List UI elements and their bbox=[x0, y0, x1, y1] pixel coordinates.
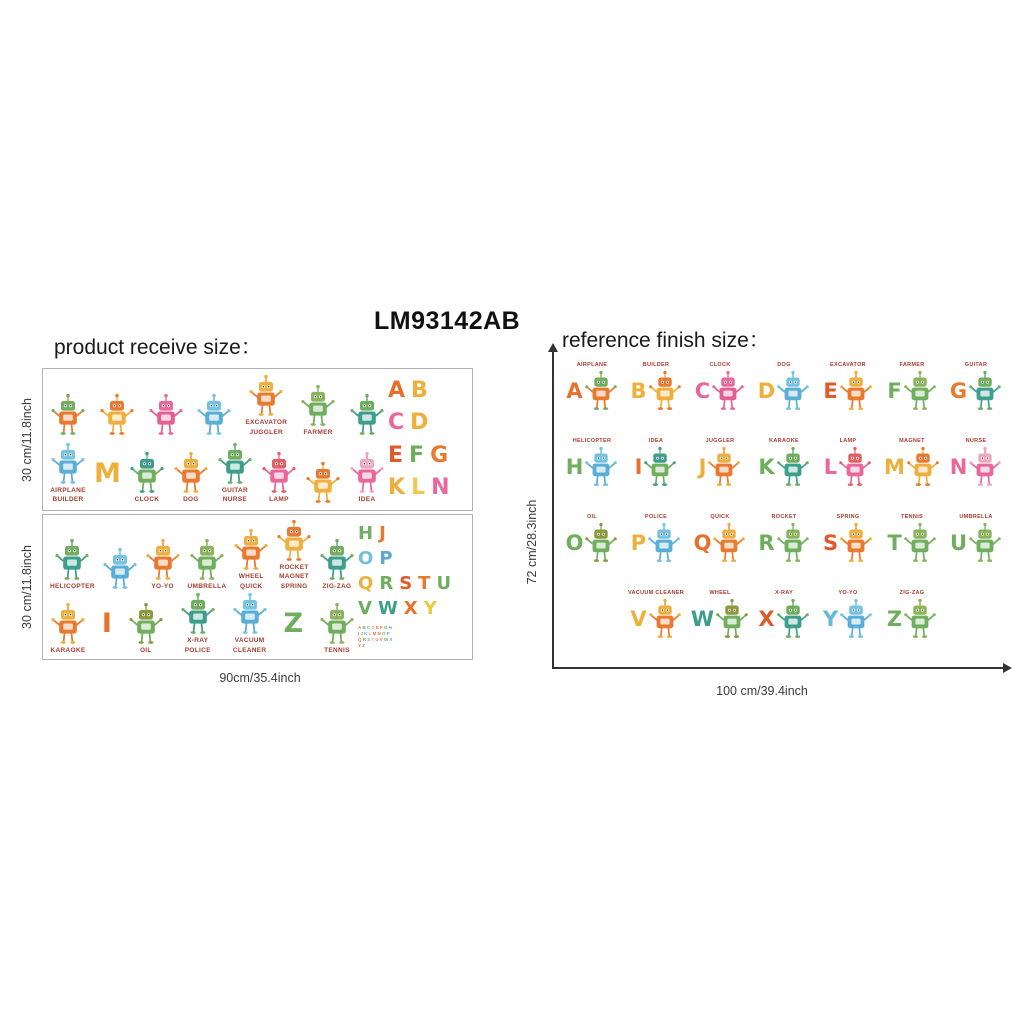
robot-icon bbox=[707, 446, 741, 488]
legend-letter: E bbox=[375, 625, 381, 631]
alphabet-item-y bbox=[816, 589, 880, 665]
letter-robot-row bbox=[630, 598, 681, 640]
letter-row bbox=[358, 547, 393, 569]
robot-icon bbox=[129, 451, 165, 495]
sheet-row bbox=[50, 519, 358, 591]
sticker-label: LAMP bbox=[269, 496, 289, 504]
legend-letter: K bbox=[364, 631, 369, 637]
sticker-label: FARMER bbox=[303, 428, 333, 436]
robot-icon bbox=[648, 370, 682, 412]
sticker-label: UMBRELLA bbox=[187, 582, 227, 590]
sticker-label: CLOCK bbox=[134, 496, 160, 504]
sticker-label: KARAOKE bbox=[769, 438, 799, 444]
robot-icon bbox=[50, 602, 86, 646]
letter-row bbox=[388, 474, 450, 500]
sticker-label: GUITAR bbox=[221, 486, 249, 494]
sticker-label: EXCAVATOR bbox=[245, 419, 288, 427]
robot-icon bbox=[711, 370, 745, 412]
robot-icon bbox=[584, 446, 618, 488]
letter-sticker: U bbox=[436, 572, 452, 594]
letter-sticker: T bbox=[887, 530, 902, 555]
left-section-heading: product receive size： bbox=[54, 336, 262, 359]
legend-letter: U bbox=[375, 637, 380, 643]
sticker-label: CLEANER bbox=[232, 646, 267, 654]
letter-sticker: E bbox=[823, 378, 838, 403]
sticker-label: MAGNET bbox=[279, 573, 310, 581]
letter-row bbox=[358, 572, 452, 594]
sticker-label: NURSE bbox=[965, 438, 987, 444]
legend-letter: P bbox=[386, 631, 391, 637]
robot-icon bbox=[712, 522, 746, 564]
robot-icon bbox=[776, 446, 810, 488]
sheet-row bbox=[50, 592, 361, 655]
letter-row bbox=[388, 442, 449, 468]
robot-icon bbox=[217, 442, 253, 486]
letter-sticker: D bbox=[410, 410, 429, 436]
robot-icon bbox=[300, 384, 336, 428]
right-section-heading: reference finish size： bbox=[562, 329, 770, 352]
robot-icon bbox=[968, 446, 1002, 488]
robot-sticker bbox=[217, 442, 253, 505]
alphabet-item-a bbox=[560, 361, 624, 437]
robot-icon bbox=[276, 519, 312, 563]
letter-robot-row bbox=[758, 446, 809, 488]
letter-sticker: K bbox=[388, 474, 406, 500]
robot-sticker bbox=[50, 393, 86, 437]
robot-icon bbox=[173, 451, 209, 495]
sticker-label: IDEA bbox=[358, 496, 376, 504]
letter-row bbox=[358, 597, 437, 619]
sticker-label: NURSE bbox=[222, 496, 248, 504]
sticker-label: KARAOKE bbox=[50, 646, 86, 654]
alphabet-item-v bbox=[624, 589, 688, 665]
legend-letter: I bbox=[358, 631, 361, 637]
alphabet-item-d bbox=[752, 361, 816, 437]
robot-icon bbox=[968, 522, 1002, 564]
letter-sticker: C bbox=[694, 378, 711, 403]
robot-icon bbox=[776, 370, 810, 412]
letter-sticker: D bbox=[757, 378, 776, 403]
legend-letter: R bbox=[362, 637, 368, 643]
sheet-2-height-label: 30 cm/11.8inch bbox=[20, 545, 34, 629]
sticker-label: DOG bbox=[183, 496, 199, 504]
letter-sticker: F bbox=[409, 442, 425, 468]
legend-letter: H bbox=[388, 625, 394, 631]
robot-sticker bbox=[261, 451, 297, 504]
alphabet-item-w bbox=[688, 589, 752, 665]
robot-sticker bbox=[50, 602, 86, 655]
sheet-1-letter-column bbox=[388, 369, 472, 510]
sticker-label: OIL bbox=[586, 514, 598, 520]
legend-letter: V bbox=[379, 637, 384, 643]
robot-icon bbox=[903, 370, 937, 412]
sheet-2-main bbox=[43, 515, 361, 659]
sticker-label: EXCAVATOR bbox=[830, 362, 866, 368]
sticker-label: CLOCK bbox=[709, 362, 731, 368]
robot-sticker bbox=[180, 592, 216, 655]
alphabet-item-u bbox=[944, 513, 1008, 589]
grid-spacer bbox=[560, 589, 624, 665]
alphabet-item-i bbox=[624, 437, 688, 513]
sticker-label: JUGGLER bbox=[705, 438, 735, 444]
robot-icon bbox=[232, 592, 268, 636]
letter-sticker: I bbox=[101, 608, 112, 640]
robot-sticker bbox=[50, 442, 86, 505]
robot-icon bbox=[349, 451, 385, 495]
legend-letter: T bbox=[371, 637, 376, 643]
legend-letter: J bbox=[360, 631, 365, 637]
letter-robot-row bbox=[823, 598, 873, 640]
robot-icon bbox=[189, 538, 225, 582]
robot-sticker bbox=[145, 538, 181, 591]
sticker-label: WHEEL bbox=[238, 573, 264, 581]
robot-sticker bbox=[305, 461, 341, 505]
robot-icon bbox=[248, 374, 284, 418]
letter-sticker: E bbox=[388, 442, 404, 468]
sticker-label: ROCKET bbox=[771, 514, 797, 520]
letter-sticker: B bbox=[630, 378, 647, 403]
robot-sticker bbox=[245, 374, 287, 437]
robot-icon bbox=[196, 393, 232, 437]
sticker-label: AIRPLANE bbox=[576, 362, 608, 368]
alphabet-item-r bbox=[752, 513, 816, 589]
sheet-row bbox=[50, 442, 388, 505]
letter-robot-row bbox=[635, 446, 678, 488]
robot-sticker bbox=[232, 592, 268, 655]
robot-sticker bbox=[129, 451, 165, 504]
legend-letter: Y bbox=[358, 643, 363, 649]
robot-icon bbox=[906, 446, 940, 488]
alphabet-item-l bbox=[816, 437, 880, 513]
left-width-label: 90cm/35.4inch bbox=[219, 671, 301, 685]
letter-robot-row bbox=[631, 522, 681, 564]
letter-sticker: A bbox=[566, 378, 583, 403]
alphabet-item-h bbox=[560, 437, 624, 513]
product-code-title: LM93142AB bbox=[374, 307, 521, 335]
legend-letter: F bbox=[380, 625, 384, 631]
letter-robot-row bbox=[824, 446, 872, 488]
letter-sticker: V bbox=[358, 597, 372, 619]
letter-sticker: Q bbox=[693, 530, 712, 555]
robot-icon bbox=[838, 446, 872, 488]
letter-sticker: J bbox=[379, 522, 386, 544]
robot-icon bbox=[50, 442, 86, 486]
letter-robot-row bbox=[691, 598, 749, 640]
letter-robot-row bbox=[950, 446, 1003, 488]
sticker-label: ROCKET bbox=[279, 563, 309, 571]
letter-sticker: L bbox=[411, 474, 426, 500]
letter-robot-row bbox=[884, 446, 940, 488]
robot-icon bbox=[180, 592, 216, 636]
letter-robot-row bbox=[566, 522, 619, 564]
alphabet-item-j bbox=[688, 437, 752, 513]
robot-icon bbox=[839, 598, 873, 640]
sticker-label: UMBRELLA bbox=[959, 514, 993, 520]
letter-robot-row bbox=[566, 446, 619, 488]
mini-alphabet-legend bbox=[358, 625, 394, 649]
robot-icon bbox=[776, 522, 810, 564]
robot-sticker bbox=[99, 393, 135, 437]
letter-sticker: M bbox=[884, 454, 905, 479]
right-height-label: 72 cm/28.3inch bbox=[525, 499, 539, 585]
robot-sticker bbox=[128, 602, 164, 655]
letter-robot-row bbox=[887, 522, 936, 564]
sheet-row bbox=[50, 374, 388, 437]
letter-robot-row bbox=[950, 522, 1002, 564]
robot-icon bbox=[903, 522, 937, 564]
robot-icon bbox=[903, 598, 937, 640]
sticker-label: VACUUM CLEANER bbox=[627, 590, 685, 596]
robot-sticker bbox=[276, 519, 312, 591]
sticker-label: POLICE bbox=[644, 514, 668, 520]
letter-sticker: W bbox=[690, 606, 715, 631]
robot-icon bbox=[968, 370, 1002, 412]
letter-sticker: P bbox=[630, 530, 647, 555]
letter-sticker: S bbox=[822, 530, 839, 555]
legend-letter: D bbox=[371, 625, 376, 631]
legend-letter: L bbox=[368, 631, 373, 637]
letter-row bbox=[388, 380, 428, 402]
sticker-label: IDEA bbox=[648, 438, 664, 444]
letter-robot-row bbox=[887, 598, 937, 640]
letter-robot-row bbox=[566, 370, 617, 412]
letter-sticker: G bbox=[430, 442, 449, 468]
robot-sticker bbox=[349, 393, 385, 437]
robot-icon bbox=[99, 393, 135, 437]
legend-letter: A bbox=[358, 625, 363, 631]
robot-icon bbox=[148, 393, 184, 437]
robot-icon bbox=[647, 522, 681, 564]
alphabet-grid bbox=[560, 361, 1008, 665]
legend-line bbox=[358, 643, 394, 649]
legend-letter: Q bbox=[358, 637, 363, 643]
robot-icon bbox=[349, 393, 385, 437]
robot-icon bbox=[776, 598, 810, 640]
robot-sticker bbox=[102, 547, 138, 591]
robot-sticker bbox=[173, 451, 209, 504]
letter-sticker: J bbox=[698, 454, 707, 479]
sticker-label: SPRING bbox=[836, 514, 860, 520]
sticker-label: POLICE bbox=[184, 646, 211, 654]
letter-sticker: R bbox=[379, 572, 394, 594]
letter-sticker: F bbox=[887, 378, 902, 403]
alphabet-item-z bbox=[880, 589, 944, 665]
alphabet-item-p bbox=[624, 513, 688, 589]
letter-sticker: U bbox=[949, 530, 968, 555]
letter-robot-row bbox=[950, 370, 1002, 412]
letter-row bbox=[388, 412, 428, 434]
sticker-label: X-RAY bbox=[187, 637, 209, 645]
sticker-label: LAMP bbox=[839, 438, 857, 444]
alphabet-item-k bbox=[752, 437, 816, 513]
sticker-label: TENNIS bbox=[901, 514, 923, 520]
alphabet-item-t bbox=[880, 513, 944, 589]
robot-icon bbox=[128, 602, 164, 646]
letter-sticker: A bbox=[388, 378, 406, 404]
letter-robot-row bbox=[758, 598, 809, 640]
alphabet-item-o bbox=[560, 513, 624, 589]
vertical-axis-line bbox=[552, 350, 554, 668]
alphabet-item-s bbox=[816, 513, 880, 589]
letter-sticker: Y bbox=[822, 606, 839, 631]
legend-letter: Z bbox=[362, 643, 367, 649]
sticker-label: AIRPLANE bbox=[50, 486, 86, 494]
letter-robot-row bbox=[823, 370, 872, 412]
letter-sticker: Q bbox=[358, 572, 374, 594]
robot-icon bbox=[261, 451, 297, 495]
sticker-sheet-1 bbox=[42, 368, 473, 511]
sticker-label: HELICOPTER bbox=[50, 582, 95, 590]
sticker-label: ZIG-ZAG bbox=[322, 582, 352, 590]
robot-sticker bbox=[233, 528, 269, 591]
right-width-label: 100 cm/39.4inch bbox=[716, 684, 808, 698]
alphabet-item-f bbox=[880, 361, 944, 437]
letter-robot-row bbox=[887, 370, 936, 412]
robot-icon bbox=[584, 522, 618, 564]
alphabet-item-q bbox=[688, 513, 752, 589]
sticker-label: YO-YO bbox=[151, 582, 174, 590]
robot-sticker bbox=[300, 384, 336, 437]
robot-icon bbox=[715, 598, 749, 640]
sticker-label: JUGGLER bbox=[249, 428, 284, 436]
robot-icon bbox=[54, 538, 90, 582]
sticker-label: ZIG-ZAG bbox=[899, 590, 925, 596]
letter-robot-row bbox=[758, 522, 809, 564]
letter-sticker: X bbox=[758, 606, 775, 631]
letter-sticker: N bbox=[949, 454, 968, 479]
letter-sticker: Z bbox=[886, 606, 903, 631]
sticker-label: QUICK bbox=[710, 514, 730, 520]
robot-icon bbox=[839, 370, 873, 412]
sticker-label: DOG bbox=[777, 362, 791, 368]
legend-letter: O bbox=[381, 631, 387, 637]
alphabet-item-n bbox=[944, 437, 1008, 513]
letter-sticker: K bbox=[758, 454, 775, 479]
sheet-1-main bbox=[43, 369, 388, 510]
letter-sticker: V bbox=[630, 606, 647, 631]
letter-sticker: T bbox=[418, 572, 431, 594]
robot-sticker bbox=[319, 538, 355, 591]
sticker-label: TENNIS bbox=[324, 646, 350, 654]
robot-icon bbox=[839, 522, 873, 564]
legend-letter: W bbox=[383, 637, 390, 643]
letter-robot-row bbox=[630, 370, 681, 412]
legend-letter: B bbox=[362, 625, 367, 631]
sticker-label: FARMER bbox=[899, 362, 925, 368]
letter-sticker: Z bbox=[283, 608, 304, 640]
legend-letter: M bbox=[372, 631, 378, 637]
letter-sticker: W bbox=[377, 597, 398, 619]
legend-letter: G bbox=[383, 625, 389, 631]
alphabet-item-m bbox=[880, 437, 944, 513]
robot-icon bbox=[584, 370, 618, 412]
sticker-label: QUICK bbox=[239, 582, 263, 590]
robot-icon bbox=[50, 393, 86, 437]
letter-robot-row bbox=[823, 522, 873, 564]
robot-sticker bbox=[196, 393, 232, 437]
legend-letter: X bbox=[389, 637, 394, 643]
letter-sticker: X bbox=[403, 597, 418, 619]
sticker-label: HELICOPTER bbox=[572, 438, 612, 444]
sheet-2-letter-column bbox=[358, 515, 472, 659]
sticker-label: X-RAY bbox=[774, 590, 794, 596]
alphabet-item-c bbox=[688, 361, 752, 437]
robot-icon bbox=[319, 538, 355, 582]
sticker-label: YO-YO bbox=[838, 590, 858, 596]
letter-row bbox=[358, 522, 386, 544]
letter-sticker: P bbox=[379, 547, 393, 569]
robot-sticker bbox=[50, 538, 95, 591]
letter-sticker: Y bbox=[423, 597, 437, 619]
robot-sticker bbox=[187, 538, 226, 591]
robot-sticker bbox=[349, 451, 385, 504]
letter-sticker: O bbox=[565, 530, 584, 555]
legend-letter: N bbox=[377, 631, 382, 637]
letter-sticker: B bbox=[411, 378, 428, 404]
letter-robot-row bbox=[695, 370, 745, 412]
letter-sticker: G bbox=[949, 378, 968, 403]
robot-sticker bbox=[148, 393, 184, 437]
sticker-label: BUILDER bbox=[642, 362, 670, 368]
letter-robot-row bbox=[699, 446, 742, 488]
sticker-label: VACUUM bbox=[234, 637, 265, 645]
alphabet-item-e bbox=[816, 361, 880, 437]
letter-robot-row bbox=[694, 522, 747, 564]
sticker-label: GUITAR bbox=[964, 362, 988, 368]
letter-sticker: H bbox=[565, 454, 584, 479]
sticker-label: BUILDER bbox=[52, 496, 84, 504]
robot-icon bbox=[643, 446, 677, 488]
robot-icon bbox=[102, 547, 138, 591]
sticker-label: WHEEL bbox=[709, 590, 731, 596]
sticker-label: MAGNET bbox=[899, 438, 925, 444]
sticker-label: SPRING bbox=[280, 582, 308, 590]
robot-icon bbox=[648, 598, 682, 640]
letter-sticker: C bbox=[388, 410, 405, 436]
sheet-1-height-label: 30 cm/11.8inch bbox=[20, 398, 34, 482]
legend-letter: S bbox=[367, 637, 372, 643]
letter-sticker: H bbox=[358, 522, 374, 544]
alphabet-item-g bbox=[944, 361, 1008, 437]
legend-letter: C bbox=[366, 625, 372, 631]
robot-icon bbox=[233, 528, 269, 572]
letter-sticker: L bbox=[823, 454, 838, 479]
robot-icon bbox=[319, 602, 355, 646]
sticker-label: OIL bbox=[139, 646, 152, 654]
robot-icon bbox=[305, 461, 341, 505]
alphabet-item-b bbox=[624, 361, 688, 437]
letter-sticker: S bbox=[399, 572, 413, 594]
robot-sticker bbox=[319, 602, 355, 655]
letter-sticker: O bbox=[358, 547, 374, 569]
sticker-sheet-2 bbox=[42, 514, 473, 660]
robot-icon bbox=[145, 538, 181, 582]
letter-sticker: R bbox=[758, 530, 775, 555]
letter-robot-row bbox=[758, 370, 810, 412]
alphabet-item-x bbox=[752, 589, 816, 665]
up-arrow-icon bbox=[548, 343, 558, 352]
letter-sticker: I bbox=[634, 454, 643, 479]
letter-sticker: M bbox=[94, 457, 121, 489]
horizontal-axis-line bbox=[552, 667, 1004, 669]
letter-sticker: N bbox=[431, 474, 450, 500]
